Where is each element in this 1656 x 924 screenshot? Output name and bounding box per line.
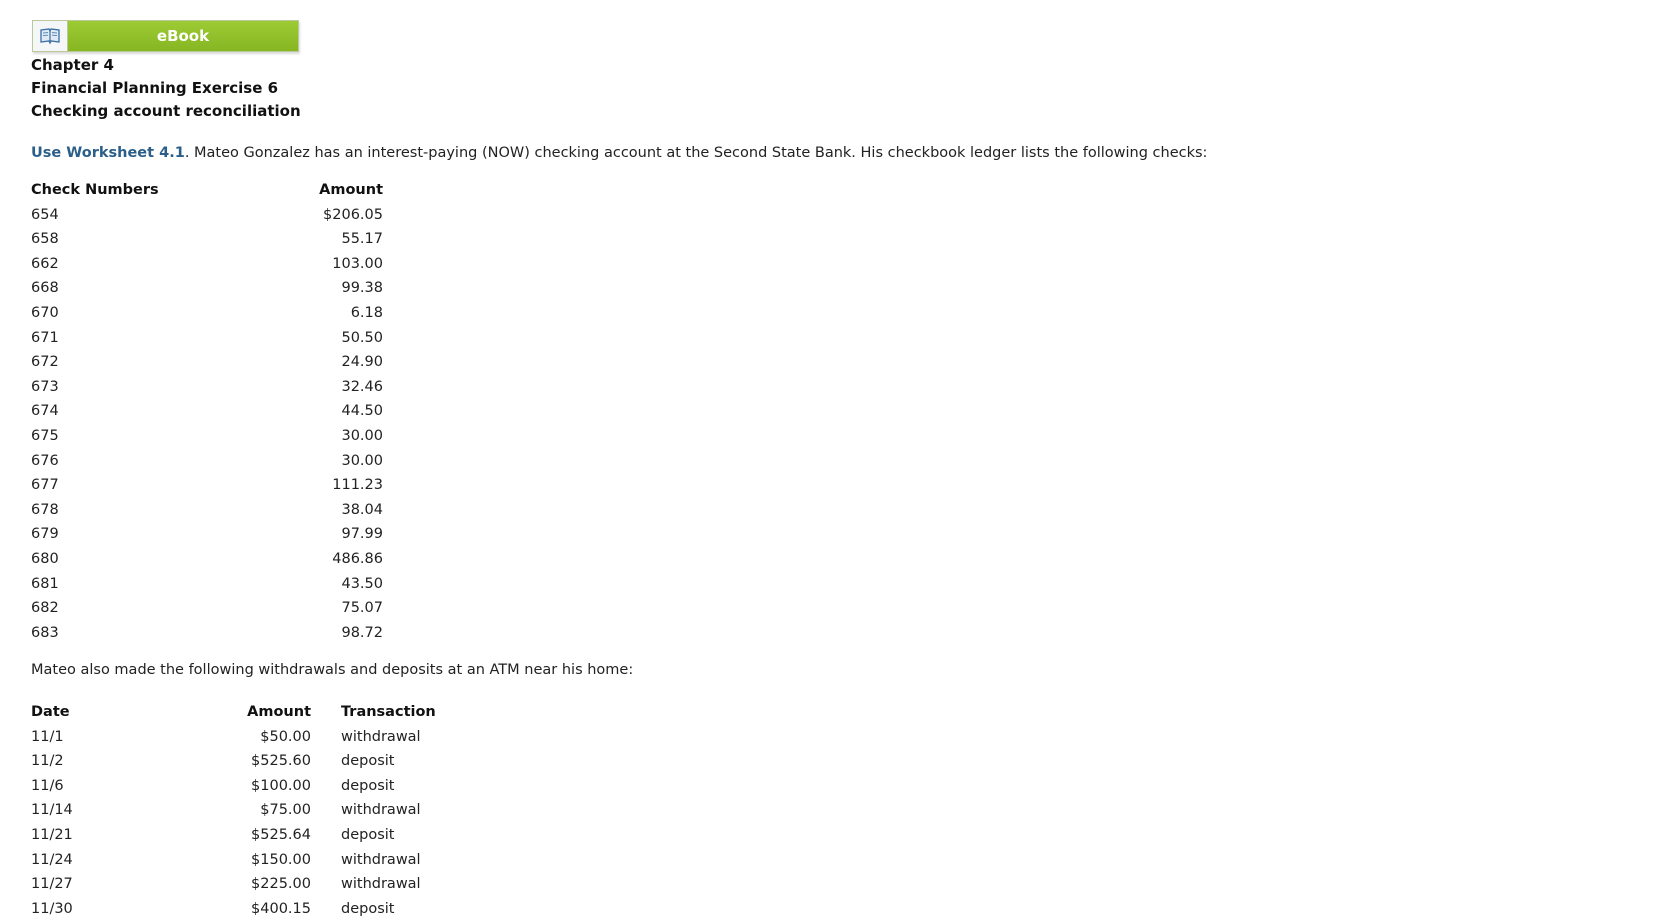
check-amount: 486.86 bbox=[332, 550, 383, 567]
transaction-header: Transaction bbox=[341, 704, 436, 720]
check-number: 673 bbox=[31, 378, 59, 395]
check-amount: 30.00 bbox=[341, 427, 383, 444]
table-row bbox=[31, 276, 383, 301]
check-number: 681 bbox=[31, 575, 59, 592]
check-amount: 103.00 bbox=[332, 255, 383, 272]
check-amount: 38.04 bbox=[341, 501, 383, 518]
check-number: 670 bbox=[31, 304, 59, 321]
transaction-type: deposit bbox=[341, 826, 395, 843]
table-row bbox=[31, 872, 471, 897]
transaction-type: deposit bbox=[341, 777, 395, 794]
chapter-heading: Chapter 4 bbox=[31, 56, 114, 74]
transaction-amount: $525.60 bbox=[251, 753, 311, 770]
table-row bbox=[31, 449, 383, 474]
check-number: 658 bbox=[31, 231, 59, 248]
check-number: 668 bbox=[31, 280, 59, 297]
check-amount: 55.17 bbox=[341, 231, 383, 248]
transaction-type: withdrawal bbox=[341, 802, 421, 819]
atm-table bbox=[31, 700, 471, 921]
checks-header-row bbox=[31, 178, 383, 203]
table-row bbox=[31, 522, 383, 547]
check-amount: 98.72 bbox=[341, 624, 383, 641]
check-number-header: Check Numbers bbox=[31, 182, 159, 198]
transaction-amount: $75.00 bbox=[260, 802, 311, 819]
transaction-date: 11/27 bbox=[31, 876, 73, 893]
transaction-date: 11/6 bbox=[31, 777, 64, 794]
check-amount: 111.23 bbox=[332, 477, 383, 494]
check-amount: 97.99 bbox=[341, 526, 383, 543]
transaction-date: 11/30 bbox=[31, 900, 73, 917]
table-row bbox=[31, 301, 383, 326]
table-row bbox=[31, 375, 383, 400]
check-number: 680 bbox=[31, 550, 59, 567]
check-number: 677 bbox=[31, 477, 59, 494]
table-row bbox=[31, 399, 383, 424]
check-amount: 32.46 bbox=[341, 378, 383, 395]
table-row bbox=[31, 326, 383, 351]
table-row bbox=[31, 774, 471, 799]
check-amount: 44.50 bbox=[341, 403, 383, 420]
check-number: 671 bbox=[31, 329, 59, 346]
transaction-amount: $150.00 bbox=[251, 851, 311, 868]
table-row bbox=[31, 596, 383, 621]
table-row bbox=[31, 227, 383, 252]
transaction-date: 11/24 bbox=[31, 851, 73, 868]
transaction-date: 11/2 bbox=[31, 753, 64, 770]
intro-paragraph bbox=[31, 145, 1207, 161]
table-row bbox=[31, 823, 471, 848]
transaction-amount: $525.64 bbox=[251, 826, 311, 843]
topic-heading: Checking account reconciliation bbox=[31, 102, 301, 120]
table-row bbox=[31, 572, 383, 597]
table-row bbox=[31, 725, 471, 750]
transaction-date: 11/14 bbox=[31, 802, 73, 819]
check-amount: $206.05 bbox=[323, 206, 383, 223]
intro-text: . Mateo Gonzalez has an interest-paying (NOW) checking account at the Second State Bank. His checkbook ledger lists the following checks: bbox=[184, 145, 1208, 161]
check-number: 662 bbox=[31, 255, 59, 272]
check-amount: 6.18 bbox=[350, 304, 383, 321]
table-row bbox=[31, 473, 383, 498]
table-row bbox=[31, 203, 383, 228]
date-header: Date bbox=[31, 704, 70, 720]
table-row bbox=[31, 252, 383, 277]
table-row bbox=[31, 547, 383, 572]
transaction-amount: $400.15 bbox=[251, 900, 311, 917]
checks-table bbox=[31, 178, 383, 645]
book-icon bbox=[33, 21, 68, 51]
transaction-amount: $100.00 bbox=[251, 777, 311, 794]
check-amount: 24.90 bbox=[341, 354, 383, 371]
transaction-date: 11/1 bbox=[31, 728, 64, 745]
table-row bbox=[31, 621, 383, 646]
check-number: 654 bbox=[31, 206, 59, 223]
table-row bbox=[31, 897, 471, 922]
check-number: 675 bbox=[31, 427, 59, 444]
check-amount: 50.50 bbox=[341, 329, 383, 346]
transaction-date: 11/21 bbox=[31, 826, 73, 843]
table-row bbox=[31, 424, 383, 449]
transaction-type: deposit bbox=[341, 753, 395, 770]
check-number: 679 bbox=[31, 526, 59, 543]
amount-header: Amount bbox=[247, 704, 311, 720]
table-row bbox=[31, 848, 471, 873]
transaction-type: withdrawal bbox=[341, 876, 421, 893]
check-amount: 75.07 bbox=[341, 600, 383, 617]
exercise-heading: Financial Planning Exercise 6 bbox=[31, 79, 279, 97]
check-amount: 99.38 bbox=[341, 280, 383, 297]
check-number: 682 bbox=[31, 600, 59, 617]
ebook-button[interactable] bbox=[32, 20, 299, 52]
check-amount: 43.50 bbox=[341, 575, 383, 592]
atm-header-row bbox=[31, 700, 471, 725]
table-row bbox=[31, 498, 383, 523]
check-amount: 30.00 bbox=[341, 452, 383, 469]
check-number: 672 bbox=[31, 354, 59, 371]
check-number: 676 bbox=[31, 452, 59, 469]
transaction-amount: $50.00 bbox=[260, 728, 311, 745]
transaction-type: withdrawal bbox=[341, 851, 421, 868]
table-row bbox=[31, 350, 383, 375]
atm-intro-paragraph: Mateo also made the following withdrawals and deposits at an ATM near his home: bbox=[31, 662, 634, 678]
table-row bbox=[31, 798, 471, 823]
transaction-type: withdrawal bbox=[341, 728, 421, 745]
check-number: 683 bbox=[31, 624, 59, 641]
table-row bbox=[31, 749, 471, 774]
check-number: 674 bbox=[31, 403, 59, 420]
amount-header: Amount bbox=[319, 182, 383, 198]
transaction-type: deposit bbox=[341, 900, 395, 917]
ebook-label[interactable]: eBook bbox=[68, 21, 298, 51]
worksheet-link[interactable]: Use Worksheet 4.1 bbox=[31, 145, 185, 161]
transaction-amount: $225.00 bbox=[251, 876, 311, 893]
check-number: 678 bbox=[31, 501, 59, 518]
